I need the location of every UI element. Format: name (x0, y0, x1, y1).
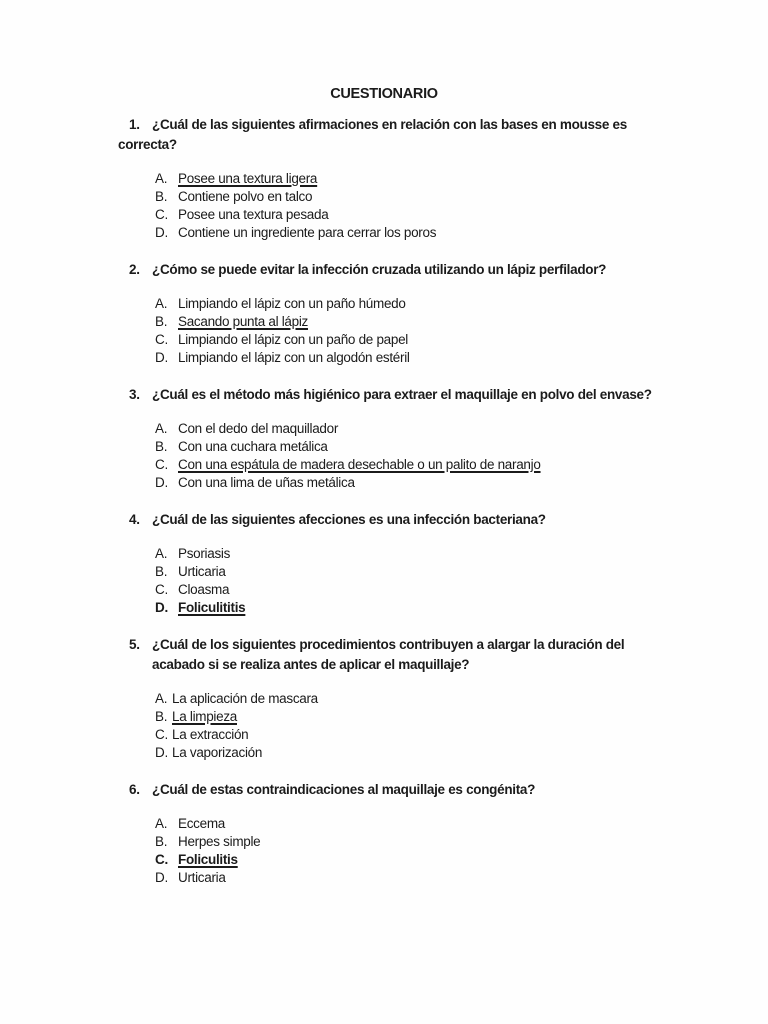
option-letter: D. (155, 225, 168, 240)
question-line (0, 510, 768, 530)
option-row (0, 206, 768, 224)
question-number: 4. (129, 512, 140, 527)
option-letter: C. (155, 727, 168, 742)
option-row (0, 581, 768, 599)
option-row (0, 563, 768, 581)
option-row (0, 313, 768, 331)
question-number: 6. (129, 782, 140, 797)
option-letter: C. (155, 332, 168, 347)
options-list (0, 420, 768, 492)
page-title: CUESTIONARIO (330, 86, 438, 102)
question-6 (0, 780, 768, 887)
option-text: Cloasma (178, 582, 230, 597)
option-row (0, 815, 768, 833)
option-text: Posee una textura pesada (178, 207, 329, 222)
question-line (0, 260, 768, 280)
option-letter: D. (155, 600, 168, 615)
option-text: Urticaria (178, 564, 226, 579)
options-list (0, 170, 768, 242)
question-line: acabado si se realiza antes de aplicar el maquillaje? (152, 657, 470, 672)
option-text: Contiene un ingrediente para cerrar los poros (178, 225, 437, 240)
question-line (0, 385, 768, 405)
option-row (0, 708, 768, 726)
options-list (0, 690, 768, 762)
question-text: ¿Cuál es el método más higiénico para extraer el maquillaje en polvo del envase? (152, 387, 652, 402)
question-number: 1. (129, 117, 140, 132)
question-3 (0, 385, 768, 492)
question-text: ¿Cuál de las siguientes afirmaciones en relación con las bases en mousse es (152, 117, 627, 132)
option-row (0, 456, 768, 474)
option-row (0, 224, 768, 242)
option-text: Urticaria (178, 870, 226, 885)
question-line (0, 115, 768, 135)
question-line (0, 635, 768, 655)
option-letter: C. (155, 207, 168, 222)
option-letter: D. (155, 745, 168, 760)
question-line (0, 780, 768, 800)
question-text: ¿Cuál de las siguientes afecciones es una infección bacteriana? (152, 512, 546, 527)
option-letter: D. (155, 475, 168, 490)
option-row (0, 438, 768, 456)
option-text: La limpieza (172, 709, 237, 724)
option-row (0, 869, 768, 887)
option-text: La extracción (172, 727, 249, 742)
option-text: La vaporización (172, 745, 263, 760)
question-number: 3. (129, 387, 140, 402)
option-letter: D. (155, 870, 168, 885)
option-letter: B. (155, 709, 168, 724)
option-letter: C. (155, 457, 168, 472)
options-list (0, 545, 768, 617)
question-line: correcta? (118, 137, 177, 152)
option-text: Foliculitis (178, 852, 238, 867)
question-5 (0, 635, 768, 762)
option-row (0, 188, 768, 206)
question-text: ¿Cuál de los siguientes procedimientos contribuyen a alargar la duración del (152, 637, 625, 652)
option-text: Con una cuchara metálica (178, 439, 328, 454)
option-row (0, 744, 768, 762)
option-text: Eccema (178, 816, 225, 831)
option-text: Psoriasis (178, 546, 231, 561)
option-row (0, 474, 768, 492)
option-letter: A. (155, 691, 168, 706)
option-row (0, 690, 768, 708)
option-row (0, 726, 768, 744)
option-letter: A. (155, 816, 168, 831)
option-text: Foliculititis (178, 600, 246, 615)
option-row (0, 349, 768, 367)
option-letter: A. (155, 546, 168, 561)
options-list (0, 815, 768, 887)
option-text: Con una lima de uñas metálica (178, 475, 355, 490)
option-row (0, 420, 768, 438)
option-letter: A. (155, 421, 168, 436)
option-row (0, 599, 768, 617)
question-text: ¿Cómo se puede evitar la infección cruzada utilizando un lápiz perfilador? (152, 262, 607, 277)
option-text: Limpiando el lápiz con un paño de papel (178, 332, 408, 347)
option-row (0, 295, 768, 313)
option-letter: B. (155, 314, 168, 329)
option-text: Sacando punta al lápiz (178, 314, 309, 329)
option-row (0, 545, 768, 563)
option-text: Limpiando el lápiz con un paño húmedo (178, 296, 406, 311)
question-2 (0, 260, 768, 367)
option-row (0, 833, 768, 851)
option-letter: D. (155, 350, 168, 365)
option-letter: B. (155, 834, 168, 849)
option-text: Limpiando el lápiz con un algodón estéril (178, 350, 410, 365)
option-text: Con una espátula de madera desechable o un palito de naranjo (178, 457, 541, 472)
question-1 (0, 115, 768, 242)
option-letter: C. (155, 852, 168, 867)
option-text: Herpes simple (178, 834, 261, 849)
option-letter: B. (155, 189, 168, 204)
option-letter: A. (155, 171, 168, 186)
question-text: ¿Cuál de estas contraindicaciones al maquillaje es congénita? (152, 782, 536, 797)
option-letter: B. (155, 564, 168, 579)
option-row (0, 851, 768, 869)
option-letter: C. (155, 582, 168, 597)
option-row (0, 331, 768, 349)
question-number: 5. (129, 637, 140, 652)
option-letter: A. (155, 296, 168, 311)
question-number: 2. (129, 262, 140, 277)
option-text: La aplicación de mascara (172, 691, 318, 706)
option-letter: B. (155, 439, 168, 454)
option-text: Con el dedo del maquillador (178, 421, 339, 436)
option-text: Posee una textura ligera (178, 171, 318, 186)
option-row (0, 170, 768, 188)
option-text: Contiene polvo en talco (178, 189, 313, 204)
options-list (0, 295, 768, 367)
question-4 (0, 510, 768, 617)
